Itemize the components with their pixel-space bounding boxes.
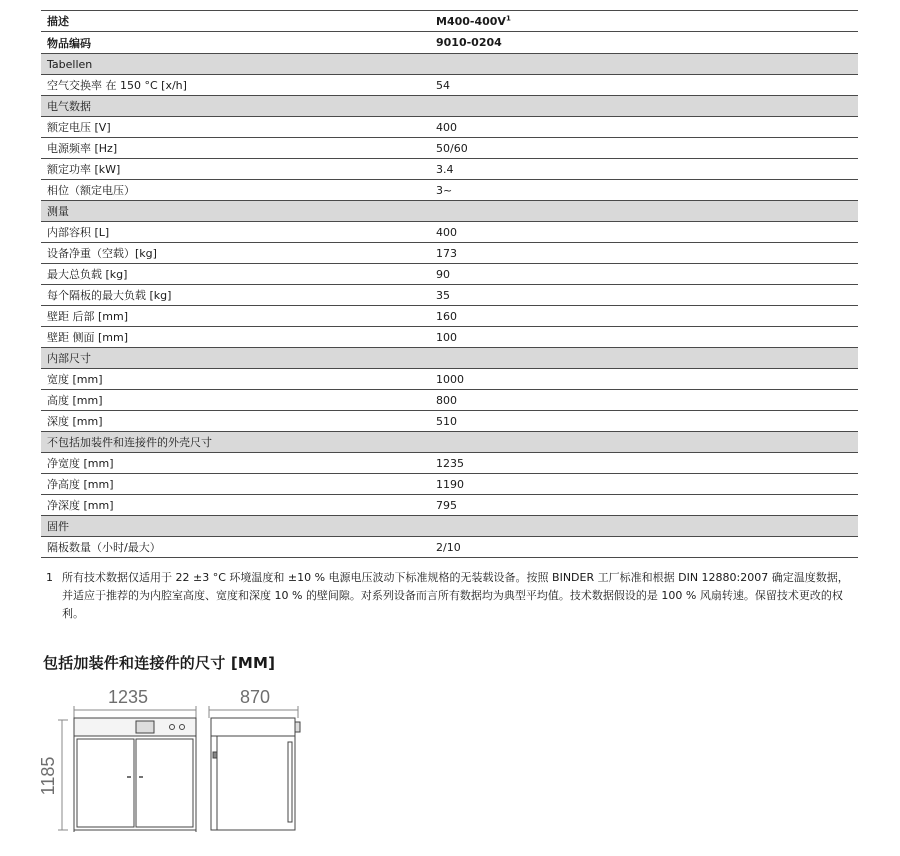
table-row [41, 369, 858, 390]
section-header [41, 54, 858, 75]
row-label: 净宽度 [mm] [47, 457, 114, 470]
row-value: 90 [436, 267, 450, 281]
row-value: 160 [436, 309, 457, 323]
header-label: 描述 [47, 15, 69, 28]
row-label: 相位（额定电压） [47, 184, 135, 197]
row-label: 壁距 后部 [mm] [47, 310, 129, 323]
section-title: 不包括加装件和连接件的外壳尺寸 [47, 436, 212, 449]
row-label: 每个隔板的最大负载 [kg] [47, 289, 172, 302]
table-row [41, 537, 858, 558]
section-header [41, 201, 858, 222]
row-value: 3~ [436, 183, 453, 197]
section-header [41, 348, 858, 369]
row-value: 1235 [436, 456, 464, 470]
side-depth-label: 870 [239, 687, 271, 707]
row-label: 电源频率 [Hz] [47, 142, 118, 155]
table-header-row [41, 10, 858, 32]
section-title: Tabellen [47, 57, 93, 71]
table-row [41, 453, 858, 474]
section-header [41, 516, 858, 537]
table-row [41, 159, 858, 180]
section-title: 内部尺寸 [47, 352, 91, 365]
footnote [46, 569, 858, 623]
row-label: 额定电压 [V] [47, 121, 111, 134]
header-value-text: 9010-0204 [436, 36, 502, 49]
row-label: 额定功率 [kW] [47, 163, 121, 176]
section-header [41, 96, 858, 117]
row-label: 最大总负载 [kg] [47, 268, 128, 281]
row-label: 隔板数量（小时/最大） [47, 541, 161, 554]
row-label: 深度 [mm] [47, 415, 103, 428]
footnote-marker: 1 [505, 13, 511, 22]
table-row [41, 75, 858, 96]
table-row [41, 117, 858, 138]
front-width-label: 1235 [107, 687, 149, 707]
row-value: 35 [436, 288, 450, 302]
side-view [211, 718, 300, 830]
footnote-text: 所有技术数据仅适用于 22 ±3 °C 环境温度和 ±10 % 电源电压波动下标准规格的无装载设备。按照 BINDER 工厂标准和根据 DIN 12880:2007 确定温度数据，并适应于推荐的为内腔室高度、宽度和深度 10 % 的壁间隙。对系列设备而言所有数据均为典型平均值。技术数据假设的是 100 % 风扇转速。保留技术更改的权利。 [62, 571, 849, 620]
table-row [41, 306, 858, 327]
row-label: 设备净重（空载）[kg] [47, 247, 157, 260]
front-view [74, 718, 196, 832]
footnote-number: 1 [46, 571, 53, 584]
row-value: 100 [436, 330, 457, 344]
dimensions-title: 包括加装件和连接件的尺寸 [MM] [43, 654, 276, 672]
row-label: 高度 [mm] [47, 394, 103, 407]
table-row [41, 138, 858, 159]
table-row [41, 264, 858, 285]
row-value: 1190 [436, 477, 464, 491]
header-value [436, 15, 858, 28]
header-value-text: M400-400V [436, 14, 506, 28]
row-label: 空气交换率 在 150 °C [x/h] [47, 79, 187, 92]
section-title: 电气数据 [47, 100, 91, 113]
table-row [41, 495, 858, 516]
section-header [41, 432, 858, 453]
row-label: 宽度 [mm] [47, 373, 103, 386]
row-value: 173 [436, 246, 457, 260]
row-value: 1000 [436, 372, 464, 386]
table-row [41, 390, 858, 411]
row-label: 净高度 [mm] [47, 478, 114, 491]
section-title: 测量 [47, 205, 69, 218]
table-row [41, 285, 858, 306]
table-row [41, 222, 858, 243]
row-value: 400 [436, 225, 457, 239]
row-value: 3.4 [436, 162, 454, 176]
row-value: 510 [436, 414, 457, 428]
table-header-row [41, 32, 858, 54]
section-title: 固件 [47, 520, 69, 533]
row-value: 400 [436, 120, 457, 134]
row-value: 795 [436, 498, 457, 512]
header-value [436, 36, 858, 49]
row-value: 54 [436, 78, 450, 92]
table-row [41, 327, 858, 348]
row-value: 2/10 [436, 540, 461, 554]
row-label: 净深度 [mm] [47, 499, 114, 512]
spec-table [41, 10, 858, 558]
row-value: 50/60 [436, 141, 468, 155]
table-row [41, 243, 858, 264]
row-label: 壁距 侧面 [mm] [47, 331, 129, 344]
table-row [41, 180, 858, 201]
table-row [41, 411, 858, 432]
dimension-drawing [36, 682, 316, 832]
height-label: 1185 [38, 756, 58, 796]
table-row [41, 474, 858, 495]
row-label: 内部容积 [L] [47, 226, 110, 239]
row-value: 800 [436, 393, 457, 407]
header-label: 物品编码 [47, 36, 91, 50]
